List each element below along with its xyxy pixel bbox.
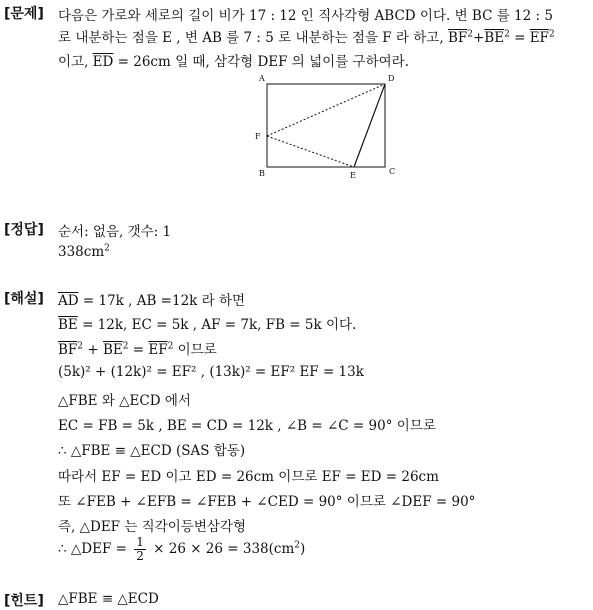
vertex-f-label: F bbox=[255, 132, 261, 141]
problem-line-3: 이고, $\overline{ED} = 26cm$ 일 때, 삼각형 DEF 의 넓이를 구하여라. bbox=[58, 54, 409, 70]
solution-line-11: ∴ △DEF = $\frac{1}{2}$ × $26 \times 26 = 338(cm^2)$ bbox=[58, 535, 306, 563]
solution-line-9: 또 ∠FEB + ∠EFB = ∠FEB + ∠CED = 90° 이므로 ∠DEF = 90° bbox=[58, 494, 476, 510]
rectangle-figure bbox=[250, 70, 410, 180]
solution-line-4: (5k)² + (12k)² = EF² , (13k)² = EF² EF = 13k bbox=[58, 364, 364, 380]
solution-line-1: $\overline{AD} = 17k$ , AB =12k 라 하면 bbox=[58, 293, 246, 309]
solution-line-8: 따라서 EF = ED 이고 ED = 26cm 이므로 EF = ED = 26cm bbox=[58, 469, 439, 485]
hint-line: △FBE ≡ △ECD bbox=[58, 591, 159, 607]
vertex-e-label: E bbox=[350, 171, 356, 180]
answer-label: [정답] bbox=[4, 222, 44, 238]
solution-line-7: ∴ △FBE ≡ △ECD (SAS 합동) bbox=[58, 443, 246, 459]
solution-line-3: $\overline{BF}^2 + \overline{BE}^2 = \overline{EF}^2$ 이므로 bbox=[58, 341, 217, 358]
vertex-a-label: A bbox=[259, 74, 265, 83]
solution-line-5: △FBE 와 △ECD 에서 bbox=[58, 393, 191, 409]
solution-line-2: $\overline{BE} = 12k$, EC = 5k , AF = 7k, FB = 5k 이다. bbox=[58, 317, 357, 333]
answer-line-1: 순서: 없음, 갯수: 1 bbox=[58, 224, 172, 240]
solution-label: [해설] bbox=[4, 291, 44, 307]
problem-line-1: 다음은 가로와 세로의 길이 비가 17 : 12 인 직사각형 ABCD 이다. 변 BC 를 12 : 5 bbox=[58, 8, 553, 24]
vertex-d-label: D bbox=[388, 74, 395, 83]
solution-line-10: 즉, △DEF 는 직각이등변삼각형 bbox=[58, 519, 247, 535]
problem-line-2: 로 내분하는 점을 E , 변 AB 를 7 : 5 로 내분하는 점을 F 라 하고, $\overline{BF}^2+\overline{BE}^2 = \overline{EF}^2$ bbox=[58, 29, 555, 46]
problem-label: [문제] bbox=[4, 6, 44, 22]
hint-label: [힌트] bbox=[4, 593, 44, 609]
vertex-c-label: C bbox=[389, 167, 396, 176]
fraction-one-half: $\frac{1}{2}$ bbox=[136, 535, 144, 563]
vertex-b-label: B bbox=[259, 169, 265, 178]
answer-line-2: $338cm^2$ bbox=[58, 243, 110, 260]
solution-line-6: EC = FB = 5k , BE = CD = 12k , ∠B = ∠C = 90° 이므로 bbox=[58, 418, 436, 434]
